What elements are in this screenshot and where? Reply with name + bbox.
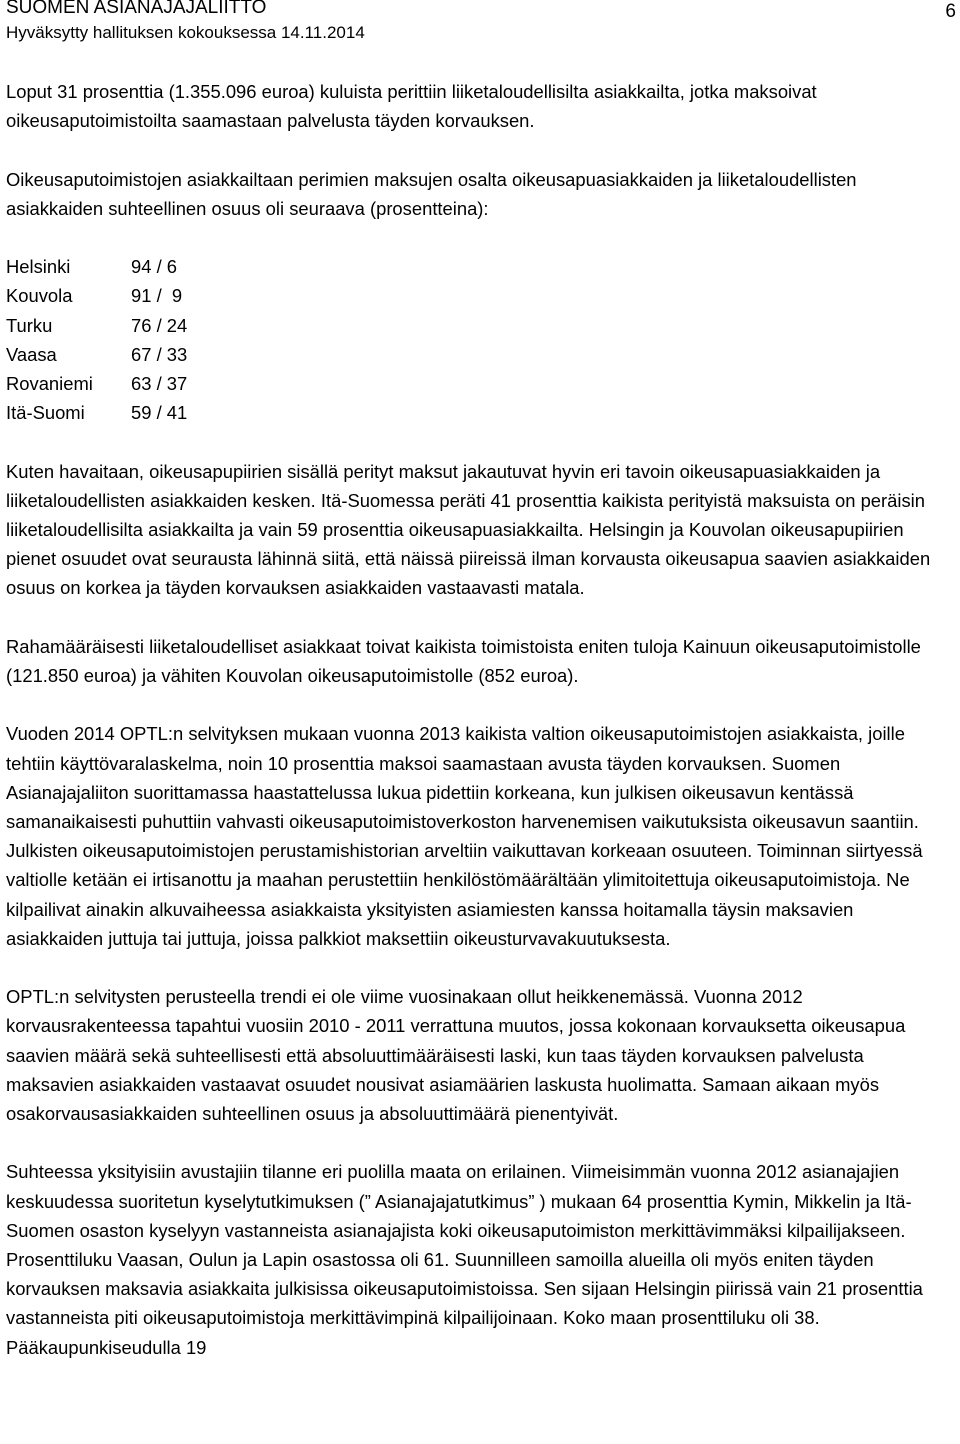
paragraph-5: Vuoden 2014 OPTL:n selvityksen mukaan vuonna 2013 kaikista valtion oikeusaputoimistojen asiakkaista, joille tehtiin käyttövaralaskelma, noin 10 prosenttia maksoi saamastaan avusta täyden korvauksen. Suomen Asianajajaliiton suorittamassa haastattelussa lukua pidettiin korkeana, kun julkisen oikeusavun kentässä samanaikaisesti puhuttiin vahvasti oikeusaputoimistoverkoston harvenemisen vaikutuksista oikeusavun saantiin. Julkisten oikeusaputoimistojen perustamishistorian arveltiin vaikuttavan korkeaan osuuteen. Toiminnan siirtyessä valtiolle ketään ei irtisanottu ja maahan perustettiin henkilöstömäärältään ylimitoitettuja oikeusaputoimistoja. Ne kilpailivat ainakin alkuvaiheessa asiakkaista yksityisten asiamiesten kanssa hoitamalla täysin maksavien asiakkaiden juttuja tai juttuja, joissa palkkiot maksettiin oikeusturvavakuutuksesta. — [6, 723, 923, 949]
district-share: 67 / 33 — [131, 343, 188, 365]
district-row — [6, 398, 950, 427]
district-share: 59 / 41 — [131, 402, 188, 424]
district-share: 63 / 37 — [131, 372, 188, 394]
district-row — [6, 281, 950, 310]
approval-note: Hyväksytty hallituksen kokouksessa 14.11.2014 — [6, 23, 365, 42]
paragraph-6: OPTL:n selvitysten perusteella trendi ei ole viime vuosinakaan ollut heikkenemässä. Vuonna 2012 korvausrakenteessa tapahtui vuosiin 2010 - 2011 verrattuna muutos, jossa kokonaan korvauksetta oikeusapua saavien määrä sekä suhteellisesti että absoluuttimääräisesti laski, kun taas täyden korvauksen palvelusta maksavien asiakkaiden vastaavat osuudet nousivat asiamäärien laskusta huolimatta. Samaan aikaan myös osakorvausasiakkaiden suhteellinen osuus ja absoluuttimäärä pienentyivät. — [6, 986, 906, 1124]
district-name: Itä-Suomi — [6, 402, 85, 424]
paragraph-4: Rahamääräisesti liiketaloudelliset asiakkaat toivat kaikista toimistoista eniten tuloja Kainuun oikeusaputoimistolle (121.850 euroa) ja vähiten Kouvolan oikeusaputoimistolle (852 euroa). — [6, 635, 921, 686]
district-share: 94 / 6 — [131, 256, 178, 278]
page-number: 6 — [945, 1, 956, 22]
district-name: Kouvola — [6, 285, 73, 307]
paragraph-7: Suhteessa yksityisiin avustajiin tilanne eri puolilla maata on erilainen. Viimeisimmän vuonna 2012 asianajajien keskuudessa suoritetun kyselytutkimuksen (” Asianajajatutkimus” ) mukaan 64 prosenttia Kymin, Mikkelin ja Itä-Suomen osaston kyselyyn vastanneista asianajajista koki oikeusaputoimiston merkittävimmäksi kilpailijakseen. Prosenttiluku Vaasan, Oulun ja Lapin osastossa oli 61. Suunnilleen samoilla alueilla oli myös eniten täyden korvauksen maksavia asiakkaita julkisissa oikeusaputoimistoissa. Sen sijaan Helsingin piirissä vain 21 prosenttia vastanneista piti oikeusaputoimistoja merkittävimpinä kilpailijoinaan. Koko maan prosenttiluku oli 38. Pääkaupunkiseudulla 19 — [6, 1161, 923, 1358]
district-name: Vaasa — [6, 343, 57, 365]
district-row — [6, 369, 950, 398]
document-body — [6, 77, 950, 1391]
district-name: Turku — [6, 314, 53, 336]
district-share: 91 / 9 — [131, 285, 183, 307]
page-header — [6, 0, 956, 48]
district-share-list — [6, 252, 950, 427]
district-name: Helsinki — [6, 256, 71, 278]
district-row — [6, 252, 950, 281]
district-row — [6, 340, 950, 369]
paragraph-2: Oikeusaputoimistojen asiakkailtaan perimien maksujen osalta oikeusapuasiakkaiden ja liiketaloudellisten asiakkaiden suhteellinen osuus oli seuraava (prosentteina): — [6, 168, 857, 219]
organization-name: SUOMEN ASIANAJAJALIITTO — [6, 0, 267, 18]
paragraph-1: Loput 31 prosenttia (1.355.096 euroa) kuluista perittiin liiketaloudellisilta asiakkailta, jotka maksoivat oikeusaputoimistoilta saamastaan palvelusta täyden korvauksen. — [6, 81, 817, 132]
paragraph-3: Kuten havaitaan, oikeusapupiirien sisällä perityt maksut jakautuvat hyvin eri tavoin oikeusapuasiakkaiden ja liiketaloudellisten asiakkaiden kesken. Itä-Suomessa peräti 41 prosenttia kaikista perityistä maksuista on peräisin liiketaloudellisilta asiakkailta ja vain 59 prosenttia oikeusapuasiakkailta. Helsingin ja Kouvolan oikeusapupiirien pienet osuudet ovat seurausta lähinnä siitä, että näissä piireissä ilman korvausta oikeusapua saavien asiakkaiden osuus on korkea ja täyden korvauksen asiakkaiden vastaavasti matala. — [6, 460, 931, 599]
district-share: 76 / 24 — [131, 314, 188, 336]
district-row — [6, 311, 950, 340]
district-name: Rovaniemi — [6, 372, 93, 394]
